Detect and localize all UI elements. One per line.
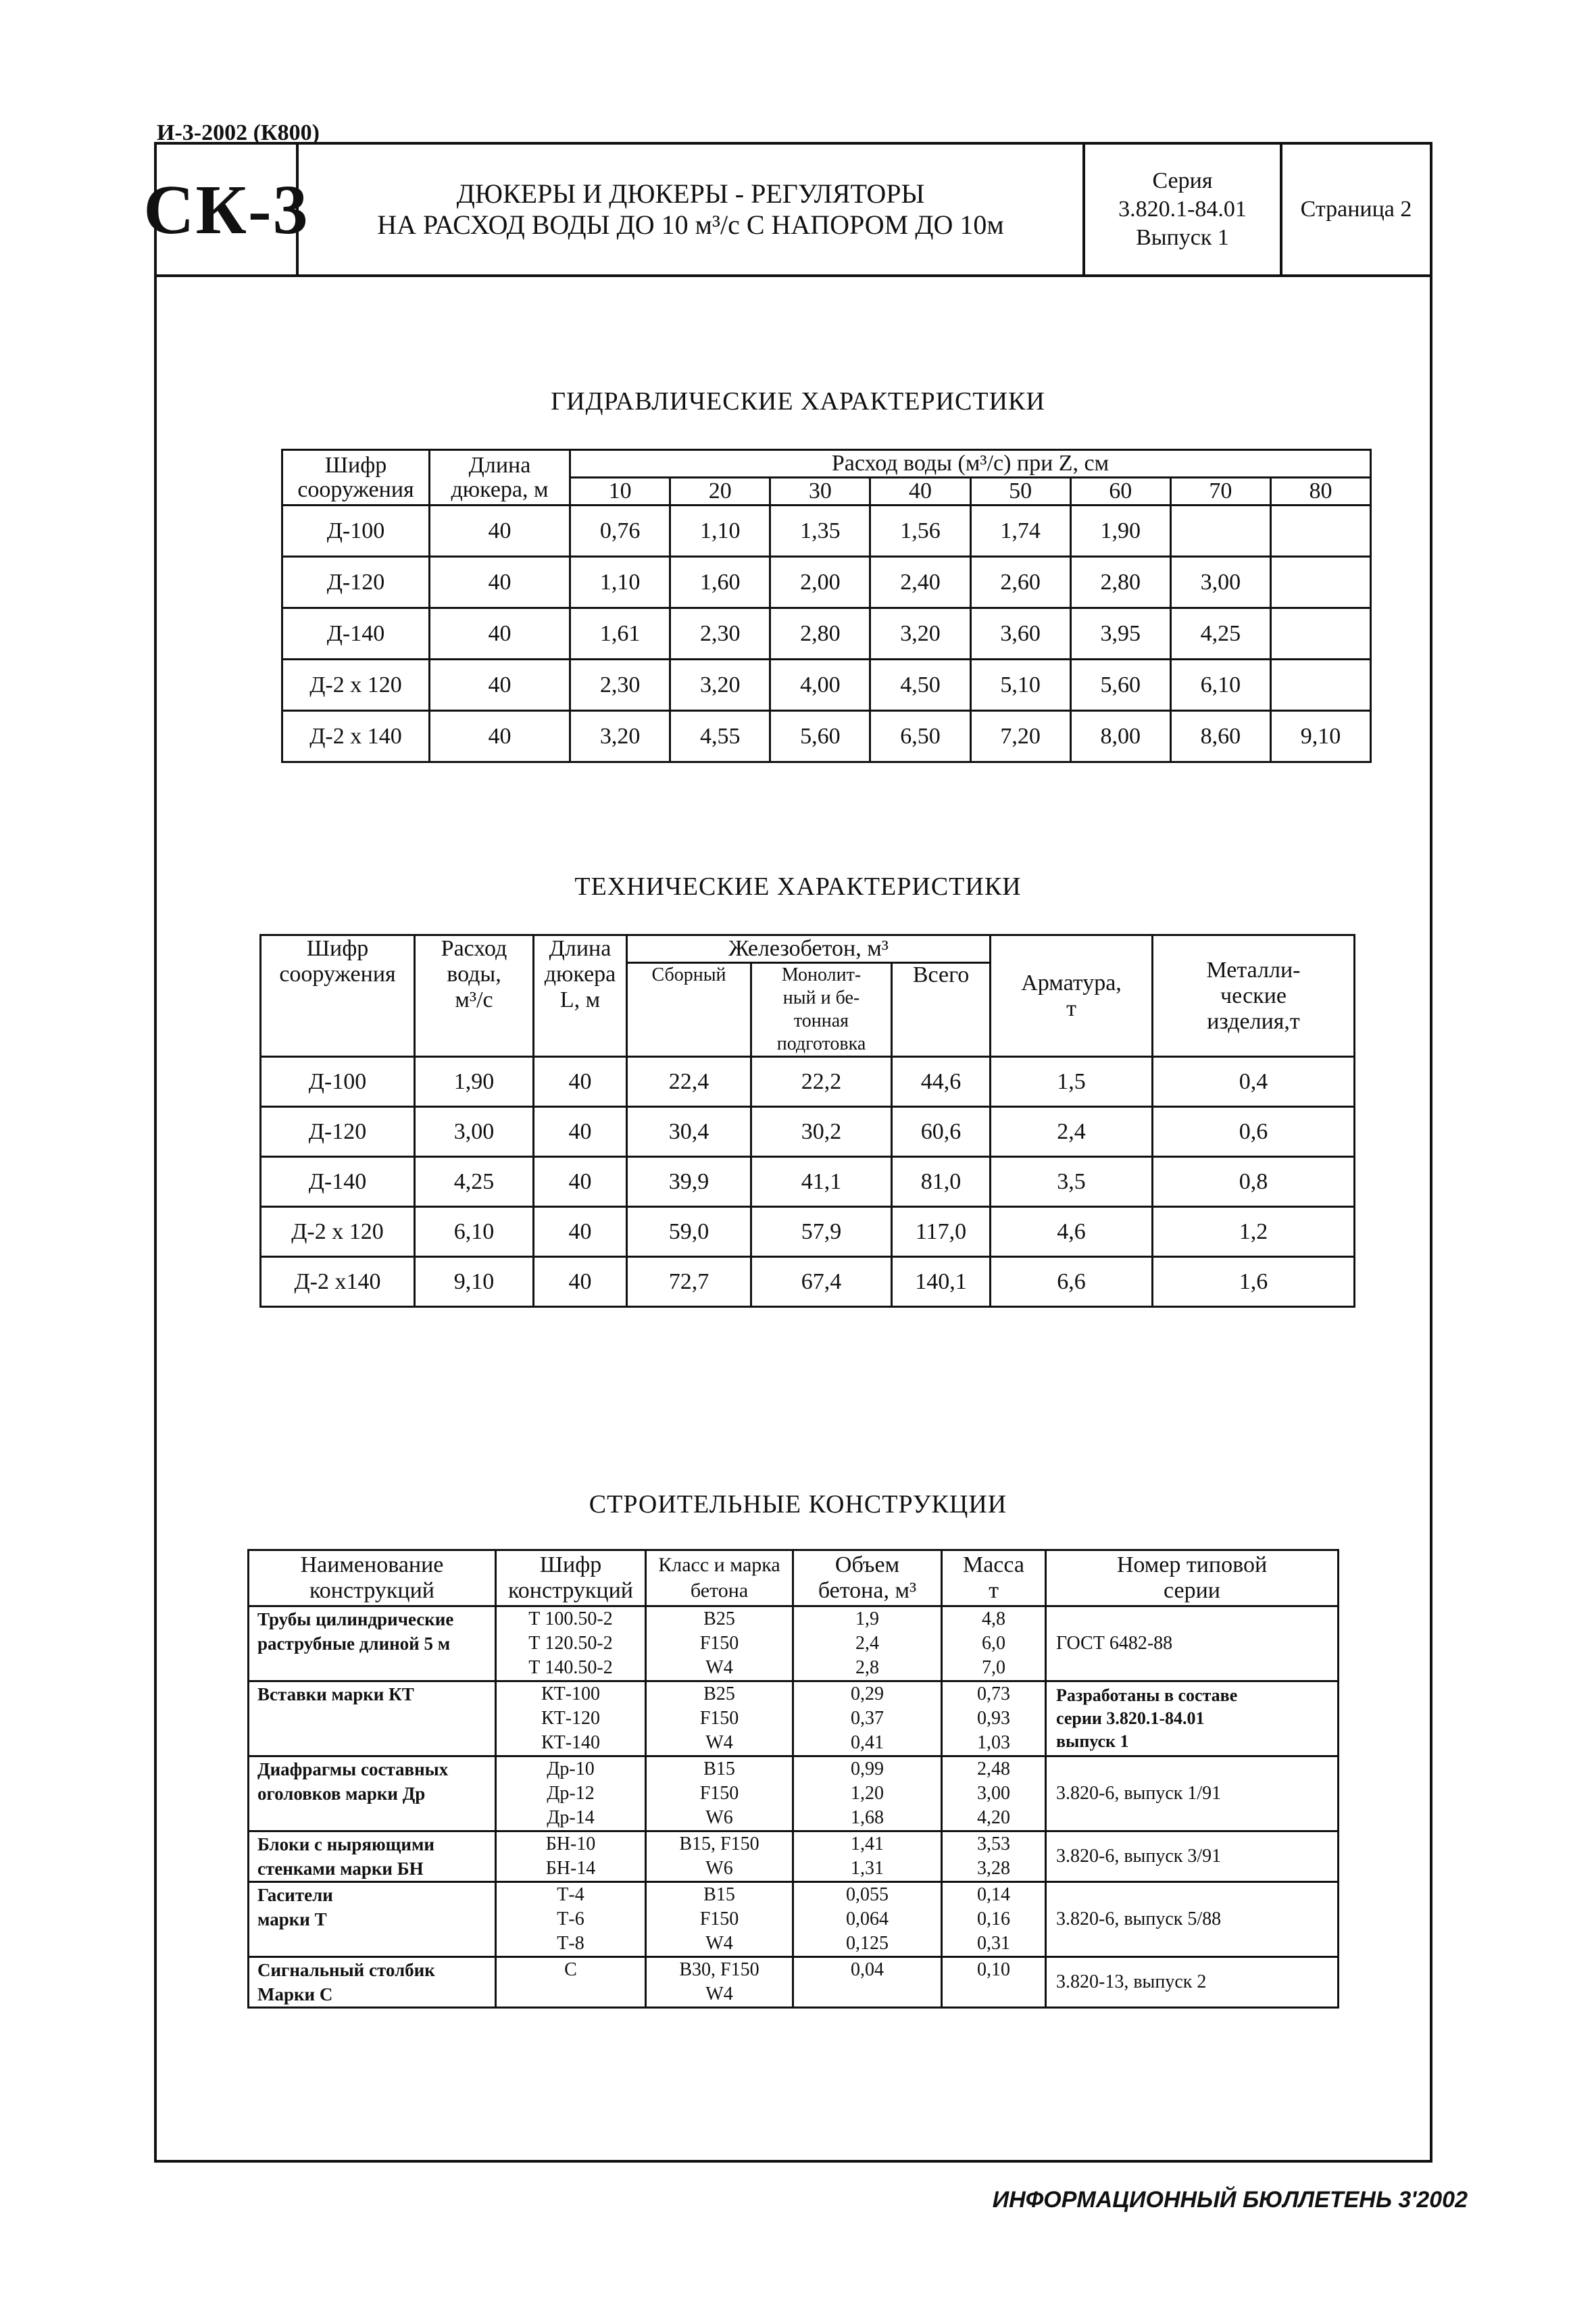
constr-row-codes — [496, 1831, 646, 1882]
hyd-col-length: Длина дюкера, м — [430, 450, 570, 506]
cell-line: 0,04 — [851, 1959, 884, 1980]
hyd-row-value: 5,60 — [770, 711, 870, 762]
tech-row-metal: 0,4 — [1153, 1057, 1355, 1107]
table-row — [249, 1957, 1339, 2008]
table-row — [261, 1157, 1355, 1207]
cell-line: В30, F150 — [679, 1959, 759, 1980]
tech-row-flow: 6,10 — [415, 1207, 534, 1257]
cell-line: ГОСТ 6482-88 — [1056, 1633, 1173, 1654]
cell-line: 0,29 — [851, 1683, 884, 1704]
cell-line: W6 — [705, 1858, 733, 1879]
document-code: И-3-2002 (К800) — [157, 120, 320, 145]
tech-row-flow: 1,90 — [415, 1057, 534, 1107]
constr-row-name — [249, 1831, 496, 1882]
hyd-row-value: 2,80 — [1070, 557, 1170, 608]
tech-row-metal: 0,6 — [1153, 1107, 1355, 1157]
constr-row-masses — [942, 1606, 1046, 1681]
hyd-z-value: 10 — [570, 478, 670, 506]
tech-row-length: 40 — [534, 1107, 627, 1157]
cell-line: 1,9 — [855, 1608, 879, 1629]
hyd-row-value: 1,56 — [870, 506, 970, 557]
cell-line: 7,0 — [982, 1657, 1005, 1678]
title-line-1: ДЮКЕРЫ И ДЮКЕРЫ - РЕГУЛЯТОРЫ — [456, 178, 925, 209]
tech-row-monolithic: 41,1 — [751, 1157, 892, 1207]
constr-row-codes — [496, 1606, 646, 1681]
cell-line: 3,00 — [977, 1783, 1010, 1804]
hyd-row-value: 2,80 — [770, 608, 870, 660]
tech-row-length: 40 — [534, 1057, 627, 1107]
cell-line: С — [564, 1959, 577, 1980]
hyd-row-value: 1,90 — [1070, 506, 1170, 557]
table-row — [261, 1107, 1355, 1157]
table-row — [282, 557, 1371, 608]
construction-title: СТРОИТЕЛЬНЫЕ КОНСТРУКЦИИ — [589, 1490, 1007, 1519]
hyd-row-value — [1270, 608, 1370, 660]
cell-line: В15 — [703, 1884, 735, 1905]
tech-col-length: Длина дюкера L, м — [534, 935, 627, 1057]
hyd-row-value: 8,60 — [1170, 711, 1270, 762]
constr-row-codes — [496, 1681, 646, 1756]
constr-row-volumes — [793, 1957, 942, 2008]
tech-col-code: Шифр сооружения — [261, 935, 415, 1057]
tech-row-rebar: 2,4 — [991, 1107, 1153, 1157]
cell-line: 3.820-6, выпуск 3/91 — [1056, 1846, 1222, 1867]
cell-line: W4 — [705, 1933, 733, 1954]
constr-row-series — [1046, 1756, 1339, 1831]
table-row — [261, 1257, 1355, 1307]
constr-row-name — [249, 1957, 496, 2008]
cell-line: Т 100.50-2 — [528, 1608, 613, 1629]
cell-line: 2,8 — [855, 1657, 879, 1678]
cell-line: В15, F150 — [679, 1833, 759, 1854]
tech-row-code: Д-2 х 120 — [261, 1207, 415, 1257]
tech-body — [261, 1057, 1355, 1307]
constr-row-classes — [646, 1882, 793, 1957]
hyd-row-value: 7,20 — [970, 711, 1070, 762]
tech-col-rebar: Арматура, т — [991, 935, 1153, 1057]
hydraulic-table — [281, 449, 1372, 763]
tech-row-monolithic: 22,2 — [751, 1057, 892, 1107]
tech-row-flow: 9,10 — [415, 1257, 534, 1307]
table-row — [282, 506, 1371, 557]
constr-row-masses — [942, 1831, 1046, 1882]
constr-row-series — [1046, 1831, 1339, 1882]
constr-row-series — [1046, 1606, 1339, 1681]
table-row — [282, 608, 1371, 660]
hyd-z-value: 60 — [1070, 478, 1170, 506]
constr-col-class: Класс и марка бетона — [646, 1550, 793, 1606]
series-logo: СК-3 — [157, 145, 299, 274]
tech-row-length: 40 — [534, 1257, 627, 1307]
hyd-z-value: 20 — [670, 478, 770, 506]
hyd-row-value: 1,61 — [570, 608, 670, 660]
cell-line: Т 120.50-2 — [528, 1633, 613, 1654]
cell-line: серии 3.820.1-84.01 — [1056, 1708, 1205, 1728]
tech-row-rebar: 1,5 — [991, 1057, 1153, 1107]
hyd-z-value: 30 — [770, 478, 870, 506]
constr-col-name: Наименование конструкций — [249, 1550, 496, 1606]
tech-row-precast: 59,0 — [627, 1207, 751, 1257]
cell-line: 1,68 — [851, 1807, 884, 1828]
tech-row-rebar: 3,5 — [991, 1157, 1153, 1207]
constr-row-volumes — [793, 1831, 942, 1882]
hyd-row-value: 2,30 — [670, 608, 770, 660]
hyd-row-value: 1,10 — [570, 557, 670, 608]
constr-col-series: Номер типовой серии — [1046, 1550, 1339, 1606]
hyd-row-length: 40 — [430, 711, 570, 762]
cell-line: 0,73 — [977, 1683, 1010, 1704]
cell-line: F150 — [699, 1909, 739, 1929]
page-number: Страница 2 — [1300, 197, 1412, 222]
cell-line: Диафрагмы составных — [257, 1759, 449, 1779]
constr-row-codes — [496, 1756, 646, 1831]
cell-line: 1,03 — [977, 1732, 1010, 1753]
tech-row-rebar: 4,6 — [991, 1207, 1153, 1257]
hyd-row-value: 6,10 — [1170, 660, 1270, 711]
cell-line: 3.820-6, выпуск 5/88 — [1056, 1909, 1222, 1929]
constr-row-volumes — [793, 1756, 942, 1831]
table-row — [261, 1207, 1355, 1257]
cell-line: 6,0 — [982, 1633, 1005, 1654]
cell-line: Др-12 — [547, 1783, 595, 1804]
cell-line: 0,14 — [977, 1884, 1010, 1905]
tech-row-code: Д-2 х140 — [261, 1257, 415, 1307]
tech-row-flow: 4,25 — [415, 1157, 534, 1207]
cell-line: W4 — [705, 1732, 733, 1753]
cell-line: 1,31 — [851, 1858, 884, 1879]
cell-line: 0,055 — [846, 1884, 889, 1905]
hyd-row-value: 3,20 — [570, 711, 670, 762]
tech-row-precast: 22,4 — [627, 1057, 751, 1107]
tech-row-code: Д-120 — [261, 1107, 415, 1157]
cell-line: 3,53 — [977, 1833, 1010, 1854]
hyd-row-value: 3,95 — [1070, 608, 1170, 660]
hyd-row-value: 0,76 — [570, 506, 670, 557]
issue-label: Выпуск 1 — [1136, 225, 1229, 250]
hyd-row-value — [1170, 506, 1270, 557]
series-info — [1085, 145, 1282, 274]
hyd-row-value: 2,40 — [870, 557, 970, 608]
table-row — [249, 1681, 1339, 1756]
table-row — [282, 660, 1371, 711]
cell-line: 1,41 — [851, 1833, 884, 1854]
hyd-row-value: 3,20 — [870, 608, 970, 660]
tech-col-metal: Металли- ческие изделия,т — [1153, 935, 1355, 1057]
cell-line: 3,28 — [977, 1858, 1010, 1879]
technical-title: ТЕХНИЧЕСКИЕ ХАРАКТЕРИСТИКИ — [574, 872, 1022, 901]
cell-line: выпуск 1 — [1056, 1731, 1129, 1751]
cell-line: Блоки с ныряющими — [257, 1834, 434, 1854]
constr-row-name — [249, 1606, 496, 1681]
hyd-row-value: 9,10 — [1270, 711, 1370, 762]
constr-row-volumes — [793, 1681, 942, 1756]
cell-line: 0,16 — [977, 1909, 1010, 1929]
cell-line: F150 — [699, 1633, 739, 1654]
cell-line: Марки С — [257, 1984, 333, 2004]
constr-row-masses — [942, 1756, 1046, 1831]
cell-line: W4 — [705, 1657, 733, 1678]
constr-row-name — [249, 1681, 496, 1756]
cell-line: Гасители — [257, 1885, 333, 1905]
tech-row-length: 40 — [534, 1157, 627, 1207]
cell-line: Др-10 — [547, 1758, 595, 1779]
tech-row-total: 44,6 — [892, 1057, 991, 1107]
constr-row-volumes — [793, 1606, 942, 1681]
cell-line: Т-8 — [557, 1933, 584, 1954]
cell-line: раструбные длиной 5 м — [257, 1633, 451, 1654]
tech-col-flow: Расход воды, м³/с — [415, 935, 534, 1057]
cell-line: КТ-120 — [541, 1708, 601, 1729]
tech-row-monolithic: 30,2 — [751, 1107, 892, 1157]
cell-line: 2,48 — [977, 1758, 1010, 1779]
hyd-row-length: 40 — [430, 660, 570, 711]
constr-row-classes — [646, 1756, 793, 1831]
series-label: Серия — [1152, 168, 1213, 193]
constr-row-masses — [942, 1681, 1046, 1756]
hyd-row-length: 40 — [430, 506, 570, 557]
tech-row-precast: 39,9 — [627, 1157, 751, 1207]
cell-line: W4 — [705, 1984, 733, 2004]
cell-line: 0,41 — [851, 1732, 884, 1753]
constr-body — [249, 1606, 1339, 2008]
tech-row-monolithic: 67,4 — [751, 1257, 892, 1307]
constr-col-mass: Масса т — [942, 1550, 1046, 1606]
constr-row-classes — [646, 1957, 793, 2008]
hyd-row-value: 8,00 — [1070, 711, 1170, 762]
series-number: 3.820.1-84.01 — [1118, 197, 1247, 222]
title-block — [143, 142, 1432, 277]
hyd-row-value: 3,60 — [970, 608, 1070, 660]
document-title — [299, 145, 1085, 274]
cell-line: БН-10 — [545, 1833, 596, 1854]
tech-row-length: 40 — [534, 1207, 627, 1257]
constr-row-classes — [646, 1681, 793, 1756]
constr-row-series — [1046, 1681, 1339, 1756]
constr-row-masses — [942, 1882, 1046, 1957]
cell-line: Разработаны в составе — [1056, 1685, 1238, 1705]
hydraulic-title: ГИДРАВЛИЧЕСКИЕ ХАРАКТЕРИСТИКИ — [551, 387, 1045, 416]
tech-col-concrete: Железобетон, м³ — [627, 935, 991, 963]
cell-line: Т-4 — [557, 1884, 584, 1905]
cell-line: В25 — [703, 1608, 735, 1629]
cell-line: КТ-100 — [541, 1683, 601, 1704]
tech-row-total: 140,1 — [892, 1257, 991, 1307]
hyd-row-value: 1,10 — [670, 506, 770, 557]
constr-row-codes — [496, 1882, 646, 1957]
bulletin-footer: ИНФОРМАЦИОННЫЙ БЮЛЛЕТЕНЬ 3'2002 — [992, 2187, 1468, 2213]
cell-line: 4,20 — [977, 1807, 1010, 1828]
cell-line: F150 — [699, 1783, 739, 1804]
tech-row-total: 81,0 — [892, 1157, 991, 1207]
cell-line: марки Т — [257, 1909, 327, 1929]
cell-line: стенками марки БН — [257, 1858, 424, 1879]
cell-line: Др-14 — [547, 1807, 595, 1828]
hyd-row-value: 4,00 — [770, 660, 870, 711]
hyd-row-value: 5,10 — [970, 660, 1070, 711]
cell-line: Сигнальный столбик — [257, 1960, 435, 1980]
hyd-row-value: 6,50 — [870, 711, 970, 762]
hyd-row-code: Д-2 х 120 — [282, 660, 430, 711]
table-row — [249, 1882, 1339, 1957]
cell-line: 2,4 — [855, 1633, 879, 1654]
title-line-2: НА РАСХОД ВОДЫ ДО 10 м³/с С НАПОРОМ ДО 10м — [377, 210, 1004, 240]
cell-line: Т 140.50-2 — [528, 1657, 613, 1678]
cell-line: 0,99 — [851, 1758, 884, 1779]
cell-line: 0,064 — [846, 1909, 889, 1929]
cell-line: 0,31 — [977, 1933, 1010, 1954]
cell-line: БН-14 — [545, 1858, 596, 1879]
hyd-row-value: 2,00 — [770, 557, 870, 608]
cell-line: Т-6 — [557, 1909, 584, 1929]
hyd-row-value — [1270, 557, 1370, 608]
hyd-row-value: 5,60 — [1070, 660, 1170, 711]
cell-line: 3.820-13, выпуск 2 — [1056, 1971, 1207, 1992]
hyd-row-code: Д-100 — [282, 506, 430, 557]
construction-table — [247, 1549, 1339, 2009]
tech-row-flow: 3,00 — [415, 1107, 534, 1157]
hyd-z-value: 70 — [1170, 478, 1270, 506]
tech-row-code: Д-100 — [261, 1057, 415, 1107]
hyd-row-value: 4,25 — [1170, 608, 1270, 660]
constr-row-classes — [646, 1831, 793, 1882]
tech-row-metal: 1,6 — [1153, 1257, 1355, 1307]
hyd-row-value: 2,30 — [570, 660, 670, 711]
constr-col-code: Шифр конструкций — [496, 1550, 646, 1606]
cell-line: Трубы цилиндрические — [257, 1609, 454, 1629]
hyd-row-value — [1270, 506, 1370, 557]
hyd-row-length: 40 — [430, 557, 570, 608]
hyd-z-value: 40 — [870, 478, 970, 506]
tech-col-total: Всего — [892, 963, 991, 1057]
cell-line: 0,125 — [846, 1933, 889, 1954]
tech-row-precast: 72,7 — [627, 1257, 751, 1307]
tech-row-monolithic: 57,9 — [751, 1207, 892, 1257]
constr-col-volume: Объем бетона, м³ — [793, 1550, 942, 1606]
cell-line: 0,93 — [977, 1708, 1010, 1729]
hyd-row-value: 4,55 — [670, 711, 770, 762]
hyd-row-code: Д-120 — [282, 557, 430, 608]
cell-line: 0,37 — [851, 1708, 884, 1729]
cell-line: оголовков марки Др — [257, 1783, 426, 1804]
tech-row-metal: 0,8 — [1153, 1157, 1355, 1207]
hyd-z-value: 50 — [970, 478, 1070, 506]
hyd-row-value: 1,35 — [770, 506, 870, 557]
hyd-row-value: 4,50 — [870, 660, 970, 711]
table-row — [249, 1831, 1339, 1882]
cell-line: В15 — [703, 1758, 735, 1779]
hyd-row-length: 40 — [430, 608, 570, 660]
tech-col-precast: Сборный — [627, 963, 751, 1057]
tech-row-total: 117,0 — [892, 1207, 991, 1257]
hyd-row-value: 3,20 — [670, 660, 770, 711]
tech-col-monolithic: Монолит- ный и бе- тонная подготовка — [751, 963, 892, 1057]
hyd-row-value: 1,74 — [970, 506, 1070, 557]
constr-row-name — [249, 1882, 496, 1957]
hyd-row-value: 3,00 — [1170, 557, 1270, 608]
constr-row-series — [1046, 1882, 1339, 1957]
cell-line: W6 — [705, 1807, 733, 1828]
constr-row-series — [1046, 1957, 1339, 2008]
cell-line: 1,20 — [851, 1783, 884, 1804]
table-row — [261, 1057, 1355, 1107]
hyd-z-value: 80 — [1270, 478, 1370, 506]
cell-line: 0,10 — [977, 1959, 1010, 1980]
tech-row-code: Д-140 — [261, 1157, 415, 1207]
table-row — [282, 711, 1371, 762]
cell-line: 4,8 — [982, 1608, 1005, 1629]
table-row — [249, 1606, 1339, 1681]
hyd-row-code: Д-140 — [282, 608, 430, 660]
constr-row-codes — [496, 1957, 646, 2008]
cell-line: КТ-140 — [541, 1732, 601, 1753]
constr-row-volumes — [793, 1882, 942, 1957]
hyd-row-value: 2,60 — [970, 557, 1070, 608]
cell-line: F150 — [699, 1708, 739, 1729]
cell-line: В25 — [703, 1683, 735, 1704]
hyd-body — [282, 506, 1371, 762]
tech-row-rebar: 6,6 — [991, 1257, 1153, 1307]
cell-line: 3.820-6, выпуск 1/91 — [1056, 1783, 1222, 1804]
tech-row-precast: 30,4 — [627, 1107, 751, 1157]
table-row — [249, 1756, 1339, 1831]
hyd-row-value: 1,60 — [670, 557, 770, 608]
technical-table — [259, 934, 1355, 1308]
hyd-row-code: Д-2 х 140 — [282, 711, 430, 762]
tech-row-total: 60,6 — [892, 1107, 991, 1157]
constr-row-name — [249, 1756, 496, 1831]
hyd-col-flow: Расход воды (м³/с) при Z, см — [570, 450, 1371, 478]
cell-line: Вставки марки КТ — [257, 1684, 414, 1704]
hyd-col-code: Шифр сооружения — [282, 450, 430, 506]
constr-row-masses — [942, 1957, 1046, 2008]
hyd-row-value — [1270, 660, 1370, 711]
tech-row-metal: 1,2 — [1153, 1207, 1355, 1257]
constr-row-classes — [646, 1606, 793, 1681]
